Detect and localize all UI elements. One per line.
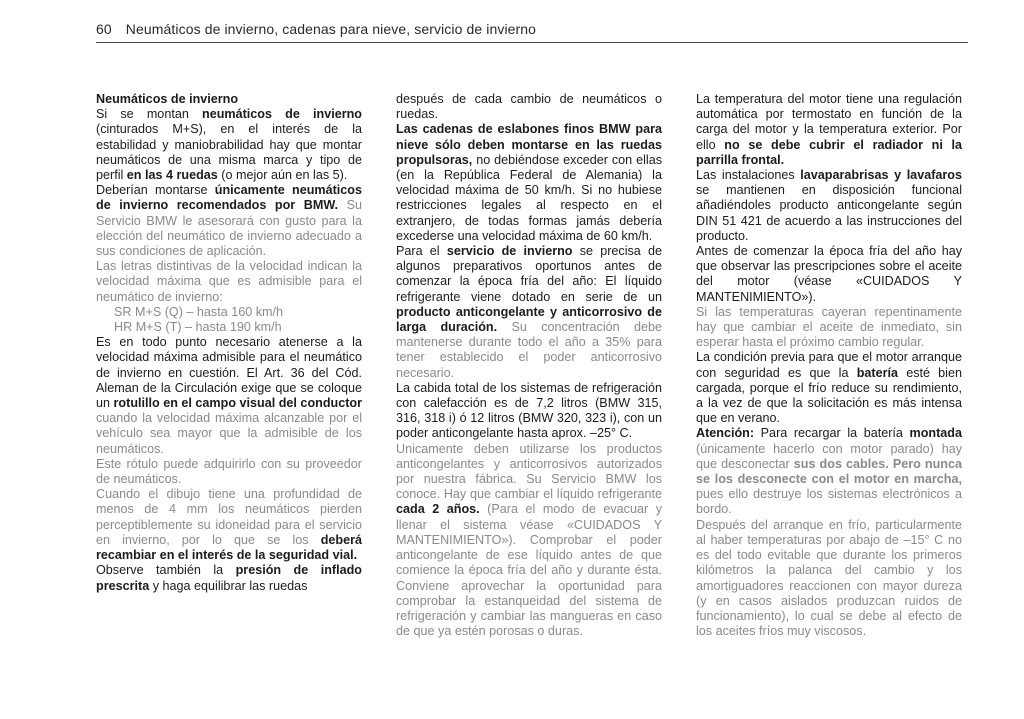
page-header (96, 21, 968, 37)
paragraph: Este rótulo puede adquirirlo con su proveedor de neumáticos. (96, 456, 362, 487)
page-title: Neumáticos de invierno, cadenas para nieve, servicio de invierno (125, 21, 537, 37)
paragraph: Si se montan neumáticos de invierno (cinturados M+S), en el interés de la estabilidad y maniobrabilidad hay que montar neumáticos de una misma marca y tipo de perfil en las 4 ruedas (o mejor aún en las 5). (96, 107, 362, 183)
paragraph: Las cadenas de eslabones finos BMW para nieve sólo deben montarse en las ruedas propulsoras, no debiéndose exceder con ellas (en la República Federal de Alemania) la velocidad máxima de 50 km/h. Si no hubiese restricciones legales al respecto en el extranjero, de todas formas jamás debería excederse una velocidad máxima de 60 km/h. (396, 122, 662, 243)
header-rule (96, 42, 968, 43)
paragraph: Cuando el dibujo tiene una profundidad de menos de 4 mm los neumáticos pierden perceptiblemente su idoneidad para el servicio en invierno, por lo que se los deberá recambiar en el interés de la seguridad vial. (96, 487, 362, 563)
paragraph: Es en todo punto necesario atenerse a la velocidad máxima admisible para el neumático de invierno en cuestión. El Art. 36 del Cód. Aleman de la Circulación exige que se coloque un rotulillo en el campo visual del conductor cuando la velocidad máxima alcanzable por el vehículo sea mayor que la admisible de los neumáticos. (96, 335, 363, 456)
speed-rating-sr: SR M+S (Q) – hasta 160 km/h (114, 304, 284, 319)
paragraph: Unicamente deben utilizarse los productos anticongelantes y anticorrosivos autorizados por nuestra fábrica. Su Servicio BMW los conoce. Hay que cambiar el líquido refrigerante cada 2 años. (Para el modo de evacuar y llenar el sistema véase «CUIDADOS Y MANTENIMIENTO»). Comprobar el poder anticongelante de ese líquido antes de que comience la época fría del año y durante ésta. Conviene aprovechar la oportunidad para comprobar la estanqueidad del sistema de refrigeración y cambiar las mangueras en caso de que ya estén porosas o duras. (396, 441, 662, 639)
paragraph: Deberían montarse únicamente neumáticos de invierno recomendados por BMW. Su Servicio BMW le asesorará con gusto para la elección del neumático de invierno adecuado a sus condiciones de aplicación. (96, 183, 363, 259)
paragraph: La temperatura del motor tiene una regulación automática por termostato en función de la carga del motor y la temperatura exterior. Por ello no se debe cubrir el radiador ni la parrilla frontal. (696, 92, 962, 167)
section-heading: Neumáticos de invierno (96, 92, 239, 106)
speed-rating-hr: HR M+S (T) – hasta 190 km/h (114, 320, 282, 335)
paragraph: Si las temperaturas cayeran repentinamente hay que cambiar el aceite de inmediato, sin esperar hasta el próximo cambio regular. (696, 304, 962, 350)
paragraph: Después del arranque en frío, particularmente al haber temperaturas por abajo de –15° C no es del todo evitable que durante los primeros kilómetros la palanca del cambio y los amortiguadores reaccionen con mayor dureza (y en casos aislados produzcan ruidos de funcionamiento), lo cual se debe al efecto de los aceites fríos muy viscosos. (696, 517, 962, 639)
paragraph: Atención: Para recargar la batería montada (únicamente hacerlo con motor parado) hay que desconectar sus dos cables. Pero nunca se los desconecte con el motor en marcha, pues ello destruye los sistemas electrónicos a bordo. (696, 426, 962, 517)
paragraph: La condición previa para que el motor arranque con seguridad es que la batería esté bien cargada, porque el frío reduce su rendimiento, a la vez de que la solicitación es más intensa que en verano. (696, 350, 962, 426)
column-right (696, 92, 962, 639)
paragraph: Las instalaciones lavaparabrisas y lavafaros se mantienen en disposición funcional añadiéndoles producto anticongelante según DIN 51 421 de acuerdo a las instrucciones del producto. (696, 168, 962, 243)
paragraph: después de cada cambio de neumáticos o ruedas. (396, 92, 662, 122)
paragraph: La cabida total de los sistemas de refrigeración con calefacción es de 7,2 litros (BMW 315, 316, 318 i) ó 12 litros (BMW 320, 323 i), con un poder anticongelante hasta aprox. –25° C. (396, 380, 662, 441)
column-left (96, 92, 362, 594)
paragraph: Antes de comenzar la época fría del año hay que observar las prescripciones sobre el aceite del motor (véase «CUIDADOS Y MANTENIMIENTO»). (696, 244, 962, 304)
paragraph: Observe también la presión de inflado prescrita y haga equilibrar las ruedas (96, 563, 362, 593)
column-middle (396, 92, 662, 639)
paragraph: Para el servicio de invierno se precisa de algunos preparativos oportunos antes de comenzar la época fría del año: El líquido refrigerante viene dotado en serie de un producto anticongelante y anticorrosivo de larga duración. Su concentración debe mantenerse durante todo el año a 35% para tener establecido el poder anticorrosivo necesario. (396, 244, 663, 380)
page-number: 60 (96, 21, 112, 37)
paragraph: Las letras distintivas de la velocidad indican la velocidad máxima que es admisible para el neumático de invierno: (96, 259, 362, 304)
